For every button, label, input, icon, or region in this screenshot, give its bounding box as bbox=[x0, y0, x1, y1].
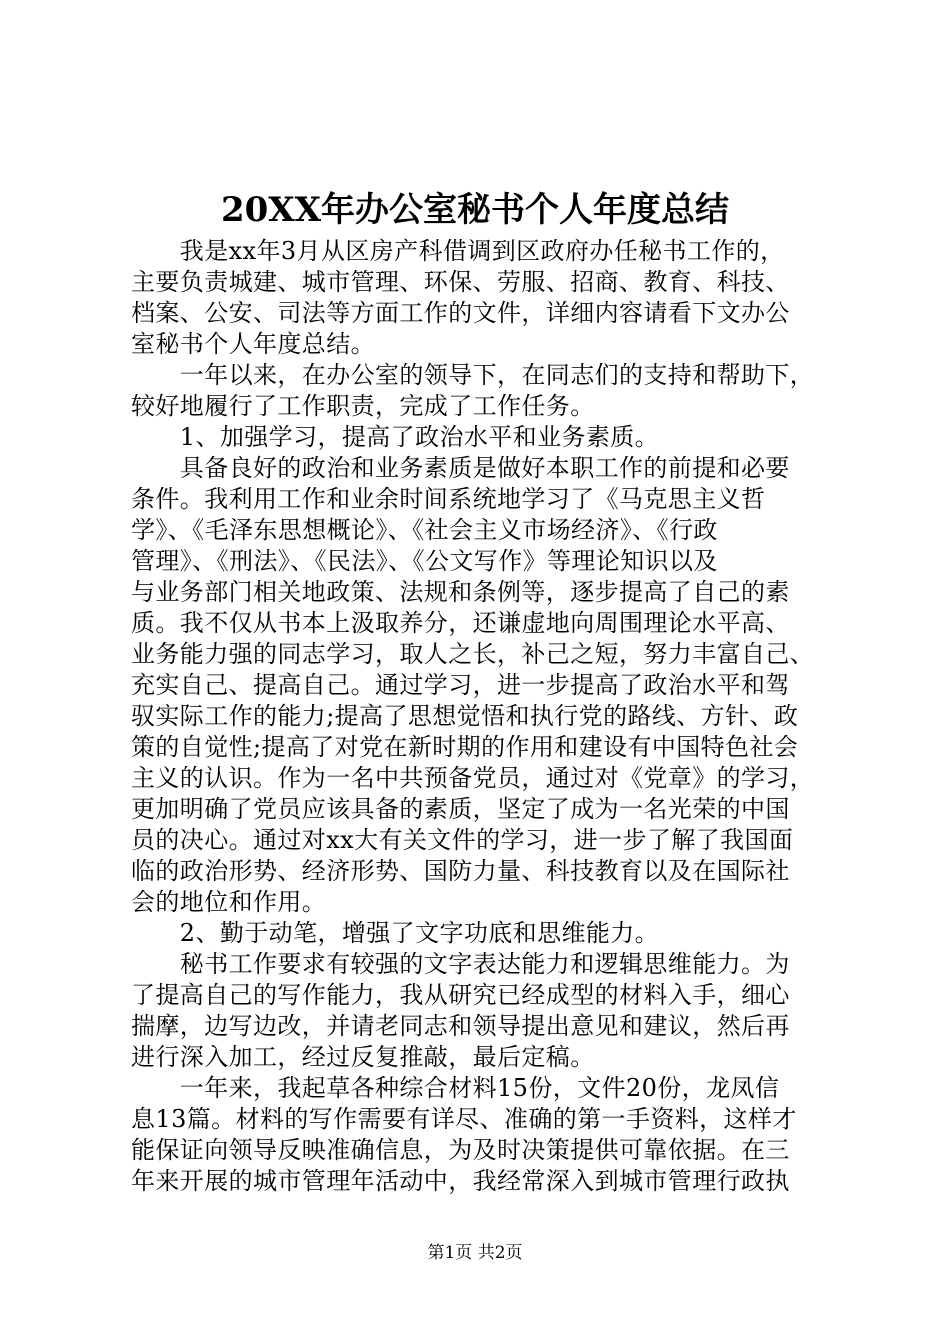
body-text-line: 主义的认识。作为一名中共预备党员，通过对《党章》的学习， bbox=[131, 764, 815, 792]
body-text-line: 一年以来，在办公室的领导下，在同志们的支持和帮助下， bbox=[131, 361, 815, 389]
body-text-line: 2、勤于动笔，增强了文字功底和思维能力。 bbox=[131, 919, 660, 947]
document-title: 20XX年办公室秘书个人年度总结 bbox=[220, 190, 730, 230]
body-text-line: 更加明确了党员应该具备的素质，坚定了成为一名光荣的中国 bbox=[131, 795, 790, 823]
body-text-line: 质。我不仅从书本上汲取养分，还谦虚地向周围理论水平高、 bbox=[131, 609, 790, 637]
body-text-line: 与业务部门相关地政策、法规和条例等，逐步提高了自己的素 bbox=[131, 578, 790, 606]
body-text-line: 1、加强学习，提高了政治水平和业务素质。 bbox=[131, 423, 660, 451]
body-text-line: 进行深入加工，经过反复推敲，最后定稿。 bbox=[131, 1043, 595, 1071]
body-text-line: 室秘书个人年度总结。 bbox=[131, 330, 375, 358]
body-text-line: 员的决心。通过对xx大有关文件的学习，进一步了解了我国面 bbox=[131, 826, 794, 854]
page-footer: 第1页 共2页 bbox=[427, 1243, 523, 1263]
body-text-line: 条件。我利用工作和业余时间系统地学习了《马克思主义哲 bbox=[131, 485, 766, 513]
body-text-line: 临的政治形势、经济形势、国防力量、科技教育以及在国际社 bbox=[131, 857, 790, 885]
body-text-line: 息13篇。材料的写作需要有详尽、准确的第一手资料，这样才 bbox=[131, 1105, 797, 1133]
body-text-line: 较好地履行了工作职责，完成了工作任务。 bbox=[131, 392, 595, 420]
body-text-line: 管理》、《刑法》、《民法》、《公文写作》等理论知识以及 bbox=[131, 547, 718, 575]
body-text-line: 我是xx年3月从区房产科借调到区政府办任秘书工作的， bbox=[131, 237, 785, 265]
body-text-line: 秘书工作要求有较强的文字表达能力和逻辑思维能力。为 bbox=[131, 950, 790, 978]
body-text-line: 主要负责城建、城市管理、环保、劳服、招商、教育、科技、 bbox=[131, 268, 790, 296]
body-text-line: 一年来，我起草各种综合材料15份，文件20份，龙凤信 bbox=[131, 1074, 780, 1102]
body-text-line: 档案、公安、司法等方面工作的文件，详细内容请看下文办公 bbox=[131, 299, 790, 327]
body-text-line: 学》、《毛泽东思想概论》、《社会主义市场经济》、《行政 bbox=[131, 516, 718, 544]
body-text-line: 年来开展的城市管理年活动中，我经常深入到城市管理行政执 bbox=[131, 1167, 790, 1195]
body-text-line: 策的自觉性;提高了对党在新时期的作用和建设有中国特色社会 bbox=[131, 733, 799, 761]
body-text-line: 业务能力强的同志学习，取人之长，补己之短，努力丰富自己、 bbox=[131, 640, 815, 668]
body-text-line: 驭实际工作的能力;提高了思想觉悟和执行党的路线、方针、政 bbox=[131, 702, 799, 730]
body-text-line: 能保证向领导反映准确信息，为及时决策提供可靠依据。在三 bbox=[131, 1136, 790, 1164]
body-text-line: 揣摩，边写边改，并请老同志和领导提出意见和建议，然后再 bbox=[131, 1012, 790, 1040]
body-text-line: 具备良好的政治和业务素质是做好本职工作的前提和必要 bbox=[131, 454, 790, 482]
body-text-line: 会的地位和作用。 bbox=[131, 888, 327, 916]
body-text-line: 了提高自己的写作能力，我从研究已经成型的材料入手，细心 bbox=[131, 981, 790, 1009]
document-body bbox=[131, 236, 831, 1197]
body-text-line: 充实自己、提高自己。通过学习，进一步提高了政治水平和驾 bbox=[131, 671, 790, 699]
